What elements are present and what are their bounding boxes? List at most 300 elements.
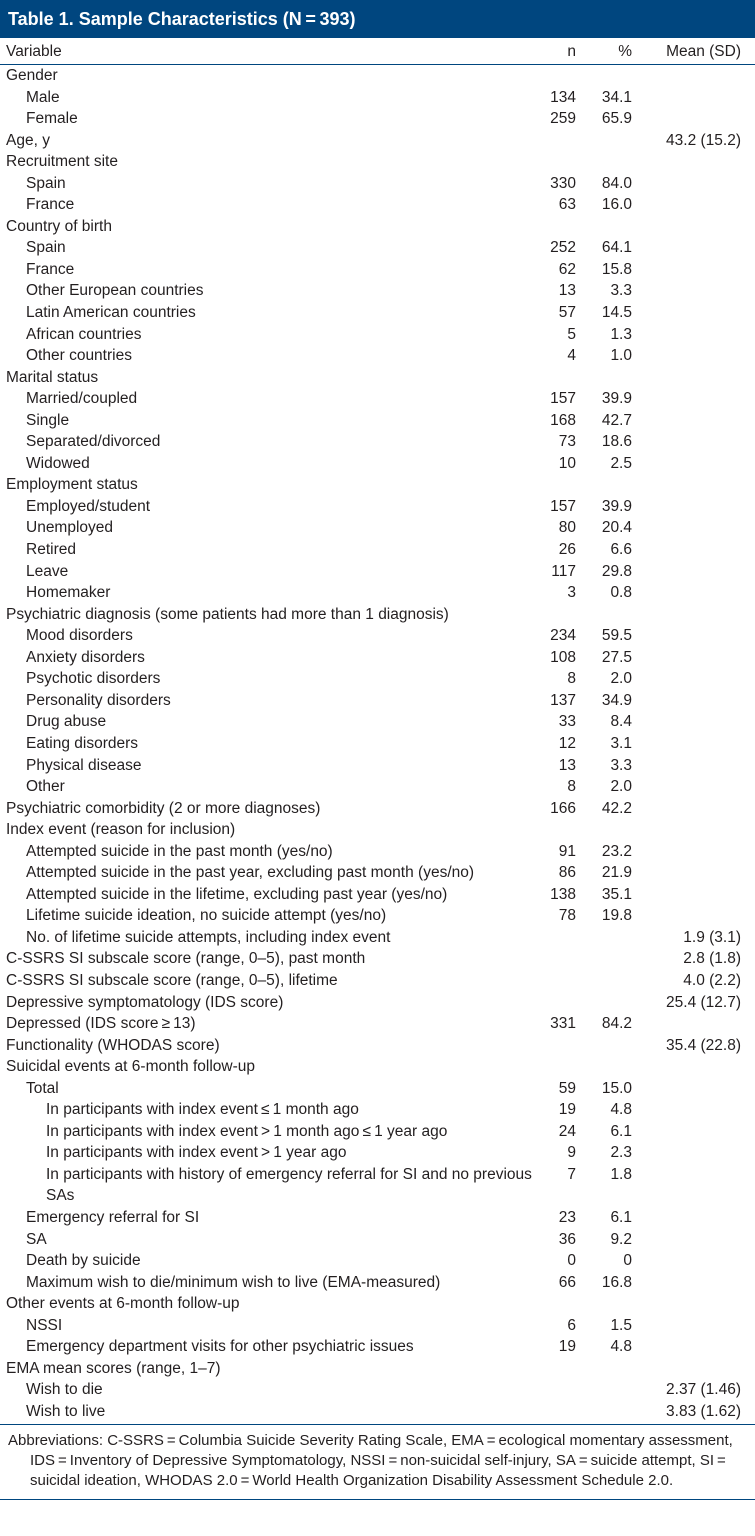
row-n [540,1379,576,1401]
table-row [0,1401,755,1423]
row-label: In participants with history of emergency referral for SI and no previous SAs [46,1165,532,1205]
table-row [0,561,755,583]
row-label: Spain [26,174,66,192]
table-row [0,1013,755,1035]
row-label: Married/coupled [26,390,138,408]
row-label: Psychotic disorders [26,670,161,688]
table-row [0,410,755,432]
row-mean [632,668,749,690]
table-row [0,151,755,173]
row-pct [576,604,632,626]
row-label: Depressive symptomatology (IDS score) [6,993,284,1011]
table-row [0,1164,755,1207]
row-pct [576,1379,632,1401]
header-mean: Mean (SD) [666,43,741,60]
row-n: 117 [551,562,576,580]
row-mean [632,884,749,906]
row-mean [632,1358,749,1380]
row-n: 19 [558,1338,576,1356]
row-label: France [26,196,75,214]
row-n: 78 [558,907,576,925]
row-label: SA [26,1230,47,1248]
table-row [0,130,755,152]
row-n: 330 [550,174,576,192]
row-n [540,927,576,949]
row-n: 138 [550,885,576,903]
row-mean [632,474,749,496]
table-row [0,1121,755,1143]
row-n: 19 [558,1101,576,1119]
row-pct [576,1035,632,1057]
table-row [0,280,755,302]
row-label: C-SSRS SI subscale score (range, 0–5), past month [6,950,366,968]
row-mean: 2.8 (1.8) [683,950,741,968]
row-n: 5 [567,325,576,343]
row-label: Functionality (WHODAS score) [6,1036,220,1054]
row-mean [632,862,749,884]
row-label: Other [26,778,65,796]
table-row [0,431,755,453]
table-row [0,1207,755,1229]
table-row [0,1099,755,1121]
row-mean [632,87,749,109]
row-label: Marital status [6,368,99,386]
table-row [0,841,755,863]
table-row [0,388,755,410]
table-row [0,690,755,712]
table-row [0,367,755,389]
row-pct [576,65,632,87]
table-row [0,1250,755,1272]
row-label: Other countries [26,347,132,365]
row-pct: 18.6 [601,433,632,451]
row-pct: 84.2 [601,1015,632,1033]
table-header [0,38,755,65]
row-n: 234 [550,627,576,645]
table-row [0,1293,755,1315]
row-label: Spain [26,239,66,257]
row-mean [632,625,749,647]
row-pct: 42.2 [601,799,632,817]
row-label: Psychiatric diagnosis (some patients had more than 1 diagnosis) [6,605,449,623]
table-row [0,194,755,216]
row-pct: 39.9 [601,390,632,408]
row-pct: 2.0 [610,670,632,688]
row-n [540,992,576,1014]
row-label: Personality disorders [26,691,171,709]
row-pct: 64.1 [601,239,632,257]
row-n: 0 [567,1252,576,1270]
row-label: In participants with index event > 1 year ago [46,1144,347,1162]
row-mean [632,1336,749,1358]
row-label: Emergency department visits for other psychiatric issues [26,1338,414,1356]
table-row [0,324,755,346]
row-pct: 59.5 [601,627,632,645]
row-pct: 39.9 [601,497,632,515]
table-row [0,970,755,992]
row-mean: 25.4 (12.7) [666,993,741,1011]
table-row [0,173,755,195]
row-n: 80 [558,519,576,537]
row-pct: 34.9 [601,691,632,709]
row-label: Unemployed [26,519,114,537]
table-row [0,1336,755,1358]
row-mean [632,388,749,410]
row-pct: 0 [623,1252,632,1270]
row-pct [576,216,632,238]
row-n: 73 [558,433,576,451]
row-pct: 6.6 [610,541,632,559]
row-label: Wish to live [26,1402,106,1420]
row-pct [576,1401,632,1423]
table-row [0,237,755,259]
row-n: 259 [550,110,576,128]
row-pct: 2.3 [610,1144,632,1162]
row-label: Anxiety disorders [26,648,145,666]
row-n: 166 [550,799,576,817]
row-label: Suicidal events at 6-month follow-up [6,1058,255,1076]
row-label: Latin American countries [26,304,196,322]
table-row [0,905,755,927]
row-n [540,130,576,152]
row-label: Wish to die [26,1381,103,1399]
row-pct [576,130,632,152]
row-label: Leave [26,562,69,580]
row-mean [632,905,749,927]
row-label: Attempted suicide in the lifetime, excluding past year (yes/no) [26,885,448,903]
table-row [0,1142,755,1164]
row-pct: 6.1 [610,1208,632,1226]
table-row [0,711,755,733]
row-label: Country of birth [6,217,112,235]
row-mean [632,1056,749,1078]
row-label: Attempted suicide in the past month (yes/no) [26,842,333,860]
row-mean [632,798,749,820]
row-pct [576,819,632,841]
row-mean [632,841,749,863]
row-label: EMA mean scores (range, 1–7) [6,1359,221,1377]
row-pct: 16.0 [601,196,632,214]
row-mean [632,1315,749,1337]
row-mean [632,690,749,712]
row-pct: 2.5 [610,454,632,472]
table-row [0,948,755,970]
row-pct: 1.5 [610,1316,632,1334]
row-pct: 34.1 [601,88,632,106]
row-mean [632,1013,749,1035]
row-pct: 9.2 [610,1230,632,1248]
table-row [0,1078,755,1100]
row-pct: 27.5 [601,648,632,666]
row-pct [576,1293,632,1315]
row-mean [632,431,749,453]
row-pct: 65.9 [601,110,632,128]
row-label: NSSI [26,1316,63,1334]
row-mean [632,237,749,259]
row-mean [632,1121,749,1143]
row-n: 8 [567,778,576,796]
row-label: Other events at 6-month follow-up [6,1295,240,1313]
row-mean: 1.9 (3.1) [683,928,741,946]
row-pct: 20.4 [601,519,632,537]
row-mean [632,280,749,302]
row-label: Employment status [6,476,138,494]
row-pct [576,970,632,992]
row-mean [632,1293,749,1315]
row-n: 12 [558,734,576,752]
footnote-text: Abbreviations: C-SSRS = Columbia Suicide Severity Rating Scale, EMA = ecological momentary assessment, IDS = Inventory of Depressive Symptomatology, NSSI = non-suicidal self-injury, SA = suicide attempt, SI = suicidal ideation, WHODAS 2.0 = World Health Organization Disability Assessment Schedule 2.0. [8,1432,733,1490]
table-row [0,87,755,109]
table-row [0,733,755,755]
row-mean [632,345,749,367]
row-n [540,474,576,496]
row-mean [632,302,749,324]
row-n: 9 [567,1144,576,1162]
row-pct: 8.4 [610,713,632,731]
row-n [540,1035,576,1057]
row-label: Gender [6,67,58,84]
row-n: 331 [550,1015,576,1033]
table-row [0,582,755,604]
table-row [0,1035,755,1057]
row-n [540,367,576,389]
table-row [0,884,755,906]
table-row [0,474,755,496]
row-label: Retired [26,541,76,559]
row-pct: 15.8 [601,260,632,278]
row-mean: 3.83 (1.62) [666,1402,741,1420]
row-mean [632,733,749,755]
row-label: C-SSRS SI subscale score (range, 0–5), lifetime [6,971,338,989]
row-pct [576,948,632,970]
row-n: 24 [558,1122,576,1140]
row-label: Recruitment site [6,153,118,171]
row-mean [632,65,749,87]
row-n: 3 [567,584,576,602]
table-row [0,647,755,669]
row-pct [576,151,632,173]
row-n [540,1358,576,1380]
table-row [0,755,755,777]
row-label: No. of lifetime suicide attempts, including index event [26,928,391,946]
header-variable: Variable [6,43,62,60]
row-mean [632,194,749,216]
table-body [0,65,755,1422]
row-n: 59 [558,1079,576,1097]
row-n [540,604,576,626]
row-mean: 4.0 (2.2) [683,971,741,989]
table-row [0,1272,755,1294]
row-pct: 19.8 [601,907,632,925]
table-row [0,927,755,949]
table-row [0,517,755,539]
table-row [0,108,755,130]
row-label: Employed/student [26,497,151,515]
row-n [540,819,576,841]
row-pct: 1.3 [610,325,632,343]
row-pct: 42.7 [601,411,632,429]
row-pct: 0.8 [610,584,632,602]
row-pct: 1.8 [610,1165,632,1183]
row-n: 7 [567,1165,576,1183]
row-pct [576,1358,632,1380]
row-pct: 1.0 [610,347,632,365]
row-pct: 23.2 [601,842,632,860]
row-label: Depressed (IDS score ≥ 13) [6,1015,196,1033]
row-mean [632,1207,749,1229]
row-n: 157 [550,497,576,515]
row-n: 57 [558,304,576,322]
row-n: 4 [567,347,576,365]
row-n: 108 [550,648,576,666]
row-mean [632,1164,749,1207]
row-n: 86 [558,864,576,882]
table-row [0,539,755,561]
table-row [0,668,755,690]
table-row [0,1315,755,1337]
row-mean: 43.2 (15.2) [666,131,741,149]
row-label: Total [26,1079,59,1097]
row-mean [632,1142,749,1164]
row-label: Death by suicide [26,1252,141,1270]
table-title: Table 1. Sample Characteristics (N = 393) [0,0,755,38]
row-mean [632,539,749,561]
row-label: Female [26,110,78,128]
row-label: Maximum wish to die/minimum wish to live (EMA-measured) [26,1273,441,1291]
table-row [0,1229,755,1251]
row-n: 23 [558,1208,576,1226]
row-pct [576,367,632,389]
row-label: Lifetime suicide ideation, no suicide attempt (yes/no) [26,907,387,925]
table-row [0,302,755,324]
row-mean: 2.37 (1.46) [666,1381,741,1399]
row-mean [632,216,749,238]
table-footnote [0,1425,755,1491]
row-pct [576,474,632,496]
row-pct: 14.5 [601,304,632,322]
table-row [0,625,755,647]
row-label: Emergency referral for SI [26,1208,200,1226]
row-n: 6 [567,1316,576,1334]
table-row [0,776,755,798]
row-pct [576,992,632,1014]
row-pct: 29.8 [601,562,632,580]
row-mean [632,453,749,475]
row-n: 134 [550,88,576,106]
row-n [540,970,576,992]
row-label: Other European countries [26,282,204,300]
row-n: 91 [558,842,576,860]
row-mean [632,1229,749,1251]
row-mean [632,367,749,389]
row-n: 10 [558,454,576,472]
row-mean [632,410,749,432]
row-label: Index event (reason for inclusion) [6,821,236,839]
row-label: African countries [26,325,142,343]
row-label: Age, y [6,131,50,149]
row-label: Mood disorders [26,627,133,645]
row-mean [632,604,749,626]
row-label: France [26,260,75,278]
row-n: 33 [558,713,576,731]
table-row [0,1379,755,1401]
row-mean [632,108,749,130]
row-n: 168 [550,411,576,429]
row-n [540,151,576,173]
row-mean [632,776,749,798]
table-row [0,604,755,626]
row-mean [632,151,749,173]
row-pct: 84.0 [601,174,632,192]
header-n: n [567,43,576,60]
row-label: Widowed [26,454,90,472]
header-pct: % [618,43,632,60]
row-label: Homemaker [26,584,111,602]
row-n [540,1056,576,1078]
row-mean [632,582,749,604]
row-mean [632,819,749,841]
table-row [0,345,755,367]
row-n [540,216,576,238]
row-n: 63 [558,196,576,214]
row-mean [632,496,749,518]
footnote-bottom-rule [0,1499,755,1500]
row-mean [632,1272,749,1294]
row-n: 13 [558,756,576,774]
row-mean [632,711,749,733]
row-label: Physical disease [26,756,142,774]
row-mean [632,259,749,281]
row-n [540,948,576,970]
row-label: Attempted suicide in the past year, excluding past month (yes/no) [26,864,475,882]
row-label: In participants with index event > 1 month ago ≤ 1 year ago [46,1122,448,1140]
table-row [0,1358,755,1380]
row-n: 157 [550,390,576,408]
row-mean [632,1250,749,1272]
row-mean: 35.4 (22.8) [666,1036,741,1054]
table-row [0,798,755,820]
table-row [0,862,755,884]
row-mean [632,1078,749,1100]
row-label: Drug abuse [26,713,107,731]
row-label: Single [26,411,70,429]
row-mean [632,173,749,195]
row-n [540,65,576,87]
row-mean [632,755,749,777]
row-pct: 16.8 [601,1273,632,1291]
row-mean [632,1099,749,1121]
table-row [0,216,755,238]
row-mean [632,647,749,669]
table-row [0,1056,755,1078]
table-row [0,453,755,475]
row-pct: 35.1 [601,885,632,903]
row-pct: 3.3 [610,756,632,774]
row-pct: 21.9 [601,864,632,882]
row-mean [632,517,749,539]
row-n: 62 [558,260,576,278]
row-pct [576,1056,632,1078]
row-pct: 4.8 [610,1101,632,1119]
row-n: 8 [567,670,576,688]
row-n: 66 [558,1273,576,1291]
table-row [0,992,755,1014]
row-pct: 6.1 [610,1122,632,1140]
row-label: Male [26,88,60,106]
row-pct: 2.0 [610,778,632,796]
row-n: 137 [550,691,576,709]
row-label: Psychiatric comorbidity (2 or more diagnoses) [6,799,321,817]
